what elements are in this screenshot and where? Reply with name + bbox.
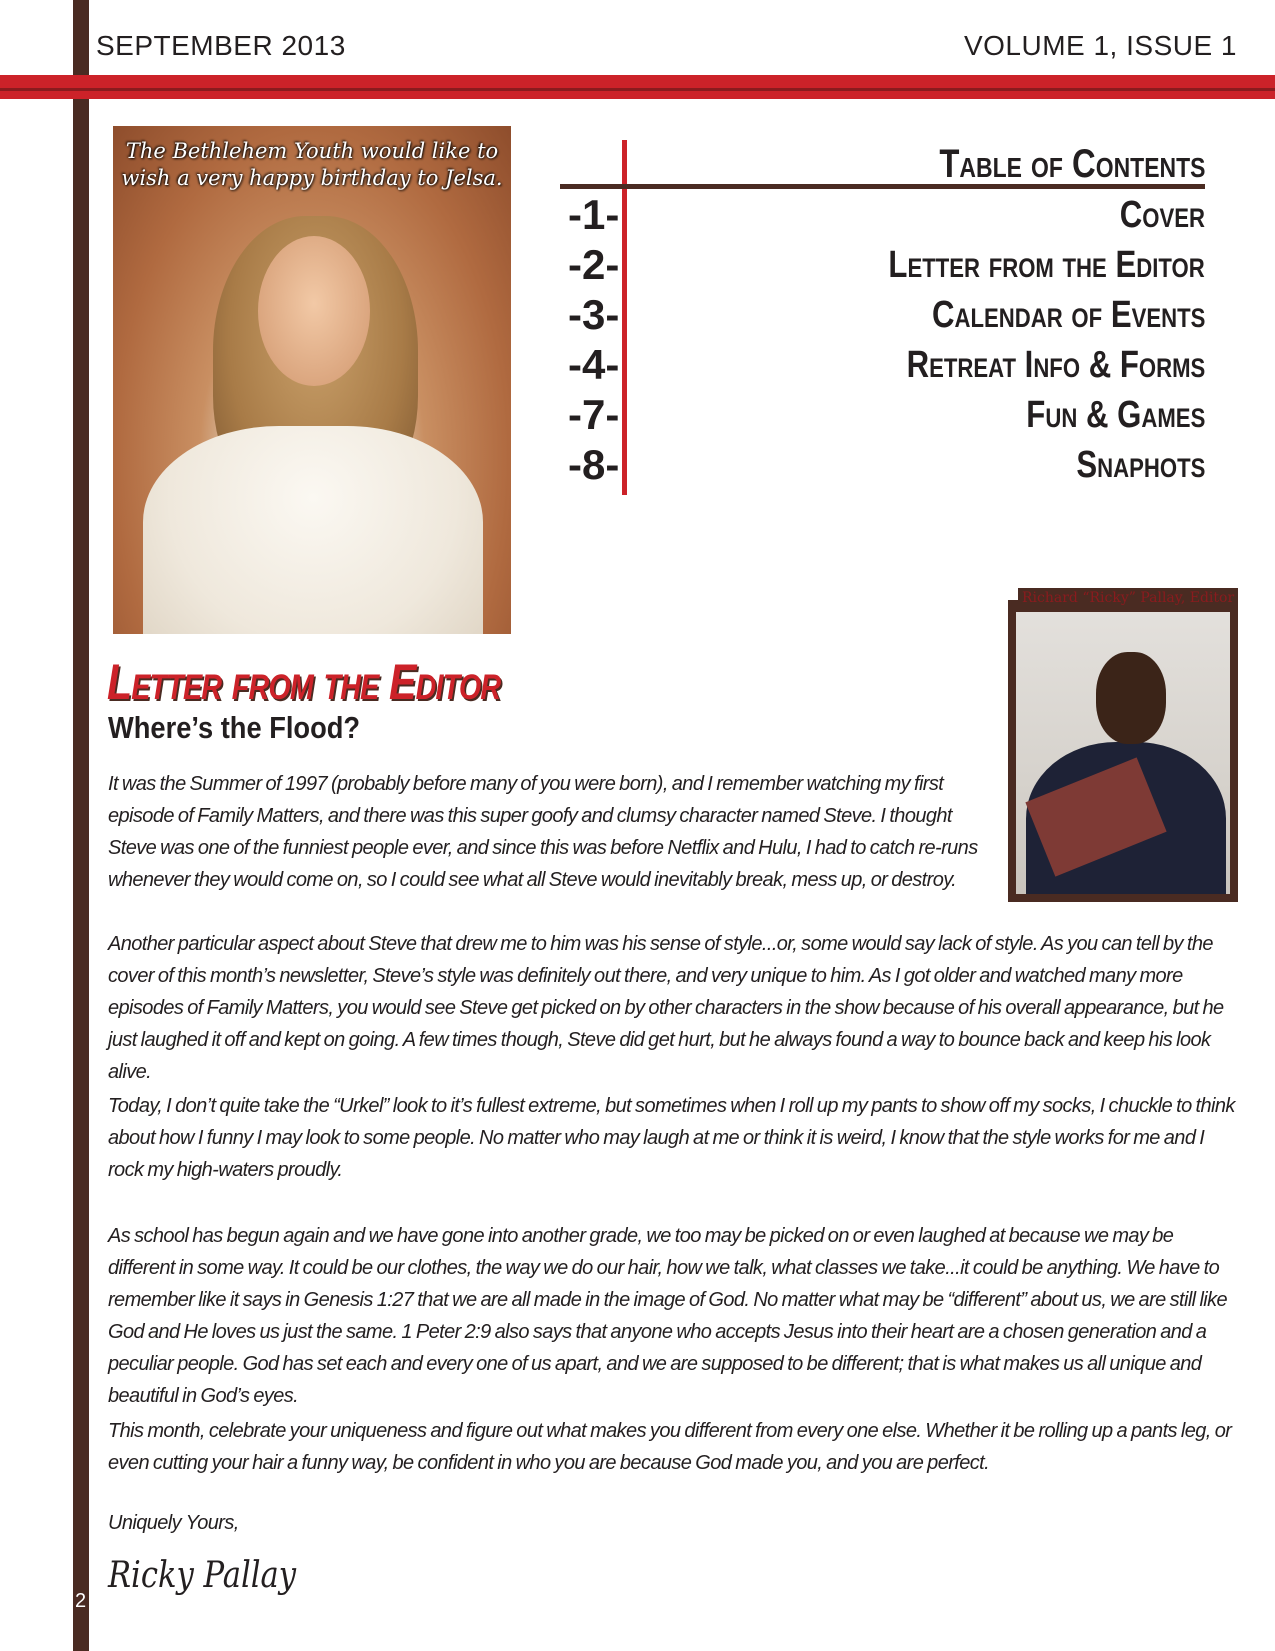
letter-closing: Uniquely Yours,: [108, 1512, 239, 1534]
toc-item[interactable]: [560, 440, 1205, 490]
toc-label: Letter from the Editor: [888, 244, 1205, 286]
toc-label: Cover: [1119, 194, 1205, 236]
toc-item[interactable]: [560, 190, 1205, 240]
toc-label: Snaphots: [1075, 444, 1205, 486]
editor-photo-caption: Richard “Ricky” Pallay, Editor: [1018, 588, 1238, 608]
toc-item[interactable]: [560, 340, 1205, 390]
header-date: SEPTEMBER 2013: [96, 30, 346, 61]
toc-item[interactable]: [560, 290, 1205, 340]
letter-paragraph: Another particular aspect about Steve that drew me to him was his sense of style...or, some would say lack of style. As you can tell by the cover of this month’s newsletter, Steve’s style was definitely out there, and very unique to him. As I got older and watched many more episodes of Family Matters, you would see Steve get picked on by other characters in the show because of his overall appearance, but he just laughed it off and kept on going. A few times though, Steve did get hurt, but he always found a way to bounce back and keep his look alive.: [108, 933, 1224, 1083]
toc-page-number: -7-: [568, 391, 620, 438]
letter-subtitle: Where’s the Flood?: [108, 710, 361, 745]
letter-paragraph: It was the Summer of 1997 (probably before many of you were born), and I remember watching my first episode of Family Matters, and there was this super goofy and clumsy character named Steve. I thought Steve was one of the funniest people ever, and since this was before Netflix and Hulu, I had to catch re-runs whenever they would come on, so I could see what all Steve would inevitably break, mess up, or destroy.: [108, 773, 978, 891]
toc-item[interactable]: [560, 240, 1205, 290]
photo-face-shape: [258, 236, 370, 386]
letter-paragraph: As school has begun again and we have gone into another grade, we too may be picked on or even laughed at because we may be different in some way. It could be our clothes, the way we do our hair, how we talk, what classes we take...it could be anything. We have to remember like it says in Genesis 1:27 that we are all made in the image of God. No matter what may be “different” about us, we are still like God and He loves us just the same. 1 Peter 2:9 also says that anyone who accepts Jesus into their heart are a chosen generation and a peculiar people. God has set each and every one of us apart, and we are supposed to be different; that is what makes us all unique and beautiful in God’s eyes.: [108, 1225, 1228, 1407]
toc-label: Retreat Info & Forms: [906, 344, 1205, 386]
header-issue: VOLUME 1, ISSUE 1: [963, 30, 1237, 61]
header-rule: [0, 75, 1275, 99]
header-rule-line: [0, 88, 1275, 91]
toc-page-number: -3-: [568, 291, 620, 338]
toc-page-number: -2-: [568, 241, 620, 288]
toc-page-number: -8-: [568, 441, 620, 488]
toc-page-number: -4-: [568, 341, 620, 388]
left-margin-bar: [73, 0, 89, 1651]
editor-signature: Ricky Pallay: [108, 1555, 297, 1596]
toc-label: Fun & Games: [1025, 394, 1205, 436]
birthday-caption: The Bethlehem Youth would like to wish a very happy birthday to Jelsa.: [121, 139, 503, 190]
letter-title: Letter from the Editor: [107, 654, 501, 710]
letter-paragraph: This month, celebrate your uniqueness and figure out what makes you different from every one else. Whether it be rolling up a pants leg, or even cutting your hair a funny way, be confident in who you are because God made you, and you are perfect.: [108, 1420, 1232, 1474]
photo-blouse-shape: [143, 426, 483, 634]
page-number: 2: [75, 1590, 87, 1612]
toc-label: Calendar of Events: [931, 294, 1205, 336]
toc-item[interactable]: [560, 390, 1205, 440]
toc-page-number: -1-: [568, 191, 620, 238]
editor-photo: [1016, 612, 1230, 894]
toc-title: Table of Contents: [938, 142, 1205, 186]
birthday-photo: [113, 126, 511, 634]
letter-paragraph: Today, I don’t quite take the “Urkel” look to it’s fullest extreme, but sometimes when I roll up my pants to show off my socks, I chuckle to think about how I funny I may look to some people. No matter who may laugh at me or think it is weird, I know that the style works for me and I rock my high-waters proudly.: [108, 1095, 1235, 1181]
photo-head-shape: [1096, 652, 1166, 744]
